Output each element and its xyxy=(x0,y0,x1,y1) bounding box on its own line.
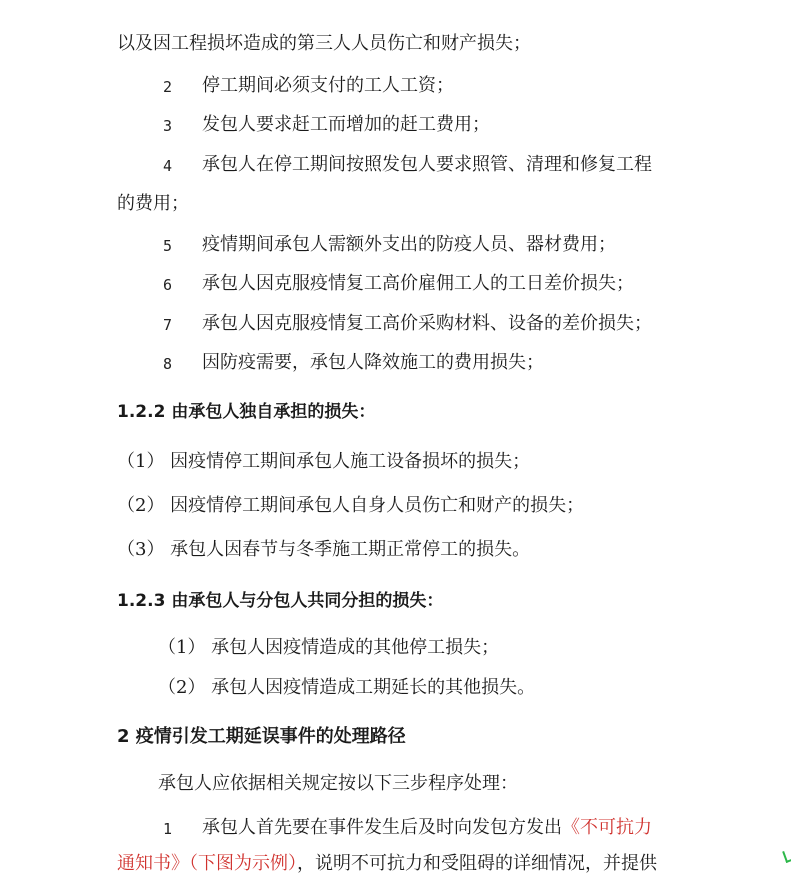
list-item: （3） 承包人因春节与冬季施工期正常停工的损失。 xyxy=(117,539,531,560)
step-one-line-cont xyxy=(117,852,657,876)
step-one-line xyxy=(202,816,652,840)
text-line-third-party-loss: 以及因工程损坏造成的第三人人员伤亡和财产损失； xyxy=(117,33,531,54)
list-marker: 4 xyxy=(163,157,173,175)
list-item: （2） 因疫情停工期间承包人自身人员伤亡和财产的损失； xyxy=(117,495,585,516)
text-line-care-repair: 承包人在停工期间按照发包人要求照管、清理和修复工程 xyxy=(202,154,652,175)
text-line-efficiency-loss: 因防疫需要，承包人降效施工的费用损失； xyxy=(202,352,544,373)
step-one-text-cont: ，说明不可抗力和受阻碍的详细情况，并提供 xyxy=(297,853,657,874)
text-line-epidemic-prevention-cost: 疫情期间承包人需额外支出的防疫人员、器材费用； xyxy=(202,234,616,255)
list-marker: 7 xyxy=(163,316,173,334)
list-item: （1） 承包人因疫情造成的其他停工损失； xyxy=(158,637,500,658)
list-marker: 6 xyxy=(163,276,173,294)
text-line-material-price-diff: 承包人因克服疫情复工高价采购材料、设备的差价损失； xyxy=(202,313,652,334)
force-majeure-notice-link: 《不可抗力 xyxy=(562,817,652,838)
paragraph-intro: 承包人应依据相关规定按以下三步程序处理： xyxy=(158,773,518,794)
text-line-rush-cost: 发包人要求赶工而增加的赶工费用； xyxy=(202,114,490,135)
text-line-care-repair-cont: 的费用； xyxy=(117,193,189,214)
section-heading-1-2-2: 1.2.2 由承包人独自承担的损失： xyxy=(117,402,376,422)
list-marker: 1 xyxy=(163,820,173,838)
section-heading-2: 2 疫情引发工期延误事件的处理路径 xyxy=(117,726,406,747)
list-item: （1） 因疫情停工期间承包人施工设备损坏的损失； xyxy=(117,451,531,472)
section-heading-1-2-3: 1.2.3 由承包人与分包人共同分担的损失： xyxy=(117,591,444,611)
text-line-labor-price-diff: 承包人因克服疫情复工高价雇佣工人的工日差价损失； xyxy=(202,273,634,294)
text-line-worker-wages: 停工期间必须支付的工人工资； xyxy=(202,75,454,96)
check-icon xyxy=(782,849,791,863)
list-item: （2） 承包人因疫情造成工期延长的其他损失。 xyxy=(158,677,536,698)
list-marker: 8 xyxy=(163,355,173,373)
force-majeure-notice-link-cont: 通知书》（下图为示例） xyxy=(117,853,297,874)
list-marker: 5 xyxy=(163,237,173,255)
step-one-text: 承包人首先要在事件发生后及时向发包方发出 xyxy=(202,817,562,838)
list-marker: 2 xyxy=(163,78,173,96)
list-marker: 3 xyxy=(163,117,173,135)
